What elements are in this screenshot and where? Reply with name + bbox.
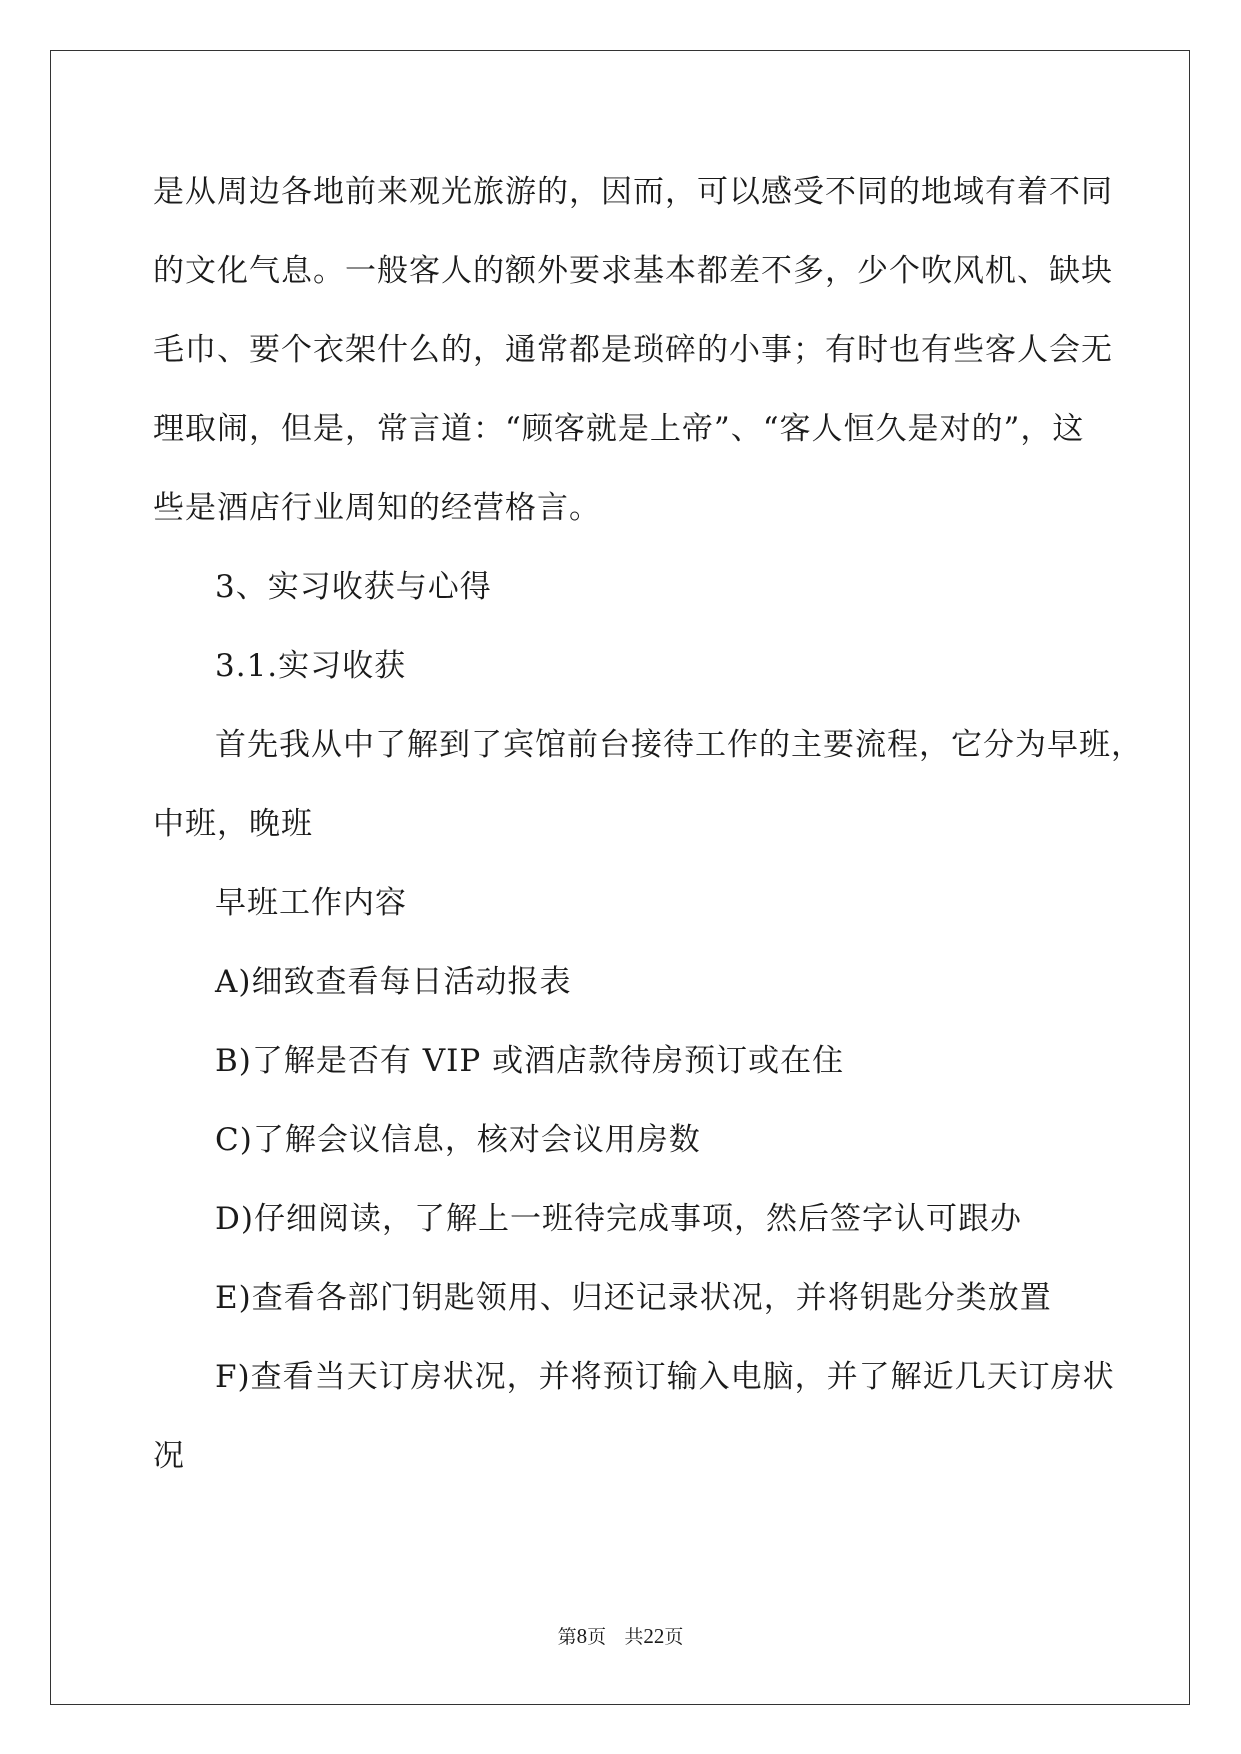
footer-prefix: 第 — [557, 1626, 577, 1648]
paragraph-line: 的文化气息。一般客人的额外要求基本都差不多，少个吹风机、缺块 — [153, 253, 1113, 289]
footer-total-suffix: 页 — [664, 1626, 684, 1648]
list-item: A)细致查看每日活动报表 — [215, 964, 572, 1000]
page-border — [50, 50, 1190, 1705]
list-item: B)了解是否有 VIP 或酒店款待房预订或在住 — [215, 1043, 845, 1079]
paragraph-line: 是从周边各地前来观光旅游的，因而，可以感受不同的地域有着不同 — [153, 174, 1113, 210]
total-page-count: 22 — [643, 1624, 665, 1648]
current-page-number: 8 — [576, 1624, 588, 1648]
footer-page-suffix: 页 — [587, 1626, 607, 1648]
footer-total-prefix: 共 — [624, 1626, 644, 1648]
paragraph-line: 中班，晚班 — [153, 806, 313, 842]
paragraph-line: 首先我从中了解到了宾馆前台接待工作的主要流程，它分为早班， — [215, 727, 1143, 763]
list-item: E)查看各部门钥匙领用、归还记录状况，并将钥匙分类放置 — [215, 1280, 1052, 1316]
page-footer — [0, 1624, 1241, 1649]
list-item: C)了解会议信息，核对会议用房数 — [215, 1122, 701, 1158]
paragraph-line: 些是酒店行业周知的经营格言。 — [153, 490, 601, 526]
list-item: F)查看当天订房状况，并将预订输入电脑，并了解近几天订房状 — [215, 1359, 1115, 1395]
list-item-continuation: 况 — [153, 1438, 185, 1474]
list-item: D)仔细阅读，了解上一班待完成事项，然后签字认可跟办 — [215, 1201, 1022, 1237]
section-heading: 3、实习收获与心得 — [215, 569, 492, 605]
paragraph-line: 毛巾、要个衣架什么的，通常都是琐碎的小事；有时也有些客人会无 — [153, 332, 1113, 368]
paragraph-line: 理取闹，但是，常言道：“顾客就是上帝”、“客人恒久是对的”，这 — [153, 411, 1085, 447]
list-heading: 早班工作内容 — [215, 885, 407, 921]
subsection-heading: 3.1.实习收获 — [215, 648, 407, 684]
